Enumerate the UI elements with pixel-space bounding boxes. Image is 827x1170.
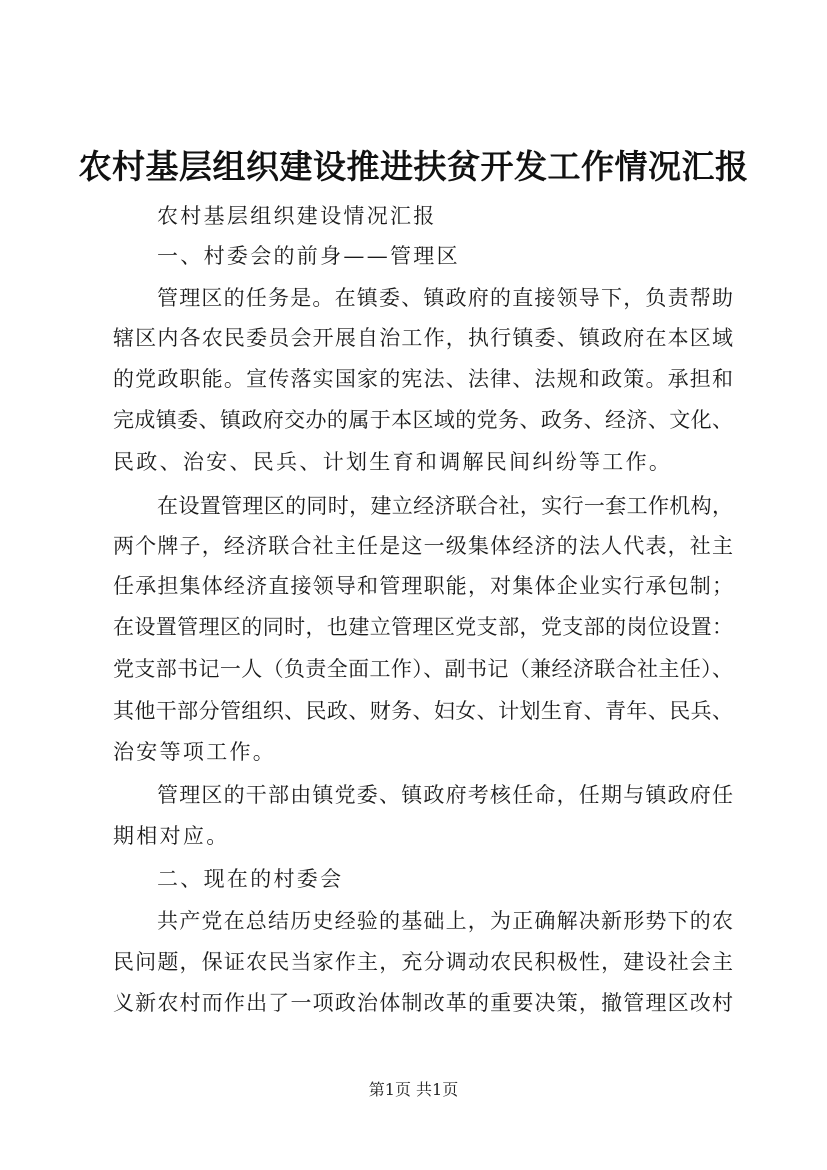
paragraph-line: 管理区的任务是。在镇委、镇政府的直接领导下，负责帮助: [157, 286, 733, 310]
paragraph-line: 共产党在总结历史经验的基础上，为正确解决新形势下的农: [157, 909, 733, 933]
paragraph-line: 期相对应。: [113, 824, 230, 848]
paragraph-line: 农村基层组织建设情况汇报: [157, 204, 437, 228]
paragraph-line: 辖区内各农民委员会开展自治工作，执行镇委、镇政府在本区域: [113, 326, 733, 350]
paragraph-line: 治安等项工作。: [113, 740, 277, 764]
paragraph-line: 两个牌子，经济联合社主任是这一级集体经济的法人代表，社主: [113, 534, 733, 558]
paragraph-line: 在设置管理区的同时，建立经济联合社，实行一套工作机构，: [157, 494, 733, 518]
paragraph-line: 在设置管理区的同时，也建立管理区党支部，党支部的岗位设置：: [113, 615, 733, 639]
paragraph-line: 完成镇委、镇政府交办的属于本区域的党务、政务、经济、文化、: [113, 408, 733, 432]
paragraph-line: 民政、治安、民兵、计划生育和调解民间纠纷等工作。: [113, 450, 673, 474]
section-heading: 一、村委会的前身——管理区: [157, 244, 460, 268]
section-heading: 二、现在的村委会: [157, 867, 344, 891]
paragraph-line: 管理区的干部由镇党委、镇政府考核任命，任期与镇政府任: [157, 783, 733, 807]
paragraph-line: 义新农村而作出了一项政治体制改革的重要决策，撤管理区改村: [113, 991, 733, 1015]
paragraph-line: 任承担集体经济直接领导和管理职能，对集体企业实行承包制；: [113, 574, 733, 598]
document-title: 农村基层组织建设推进扶贫开发工作情况汇报: [78, 147, 749, 186]
paragraph-line: 其他干部分管组织、民政、财务、妇女、计划生育、青年、民兵、: [113, 699, 733, 723]
page-number-footer: 第1页 共1页: [368, 1080, 459, 1099]
paragraph-line: 党支部书记一人（负责全面工作）、副书记（兼经济联合社主任）、: [113, 657, 733, 681]
paragraph-line: 的党政职能。宣传落实国家的宪法、法律、法规和政策。承担和: [113, 367, 733, 391]
paragraph-line: 民问题，保证农民当家作主，充分调动农民积极性，建设社会主: [113, 950, 733, 974]
